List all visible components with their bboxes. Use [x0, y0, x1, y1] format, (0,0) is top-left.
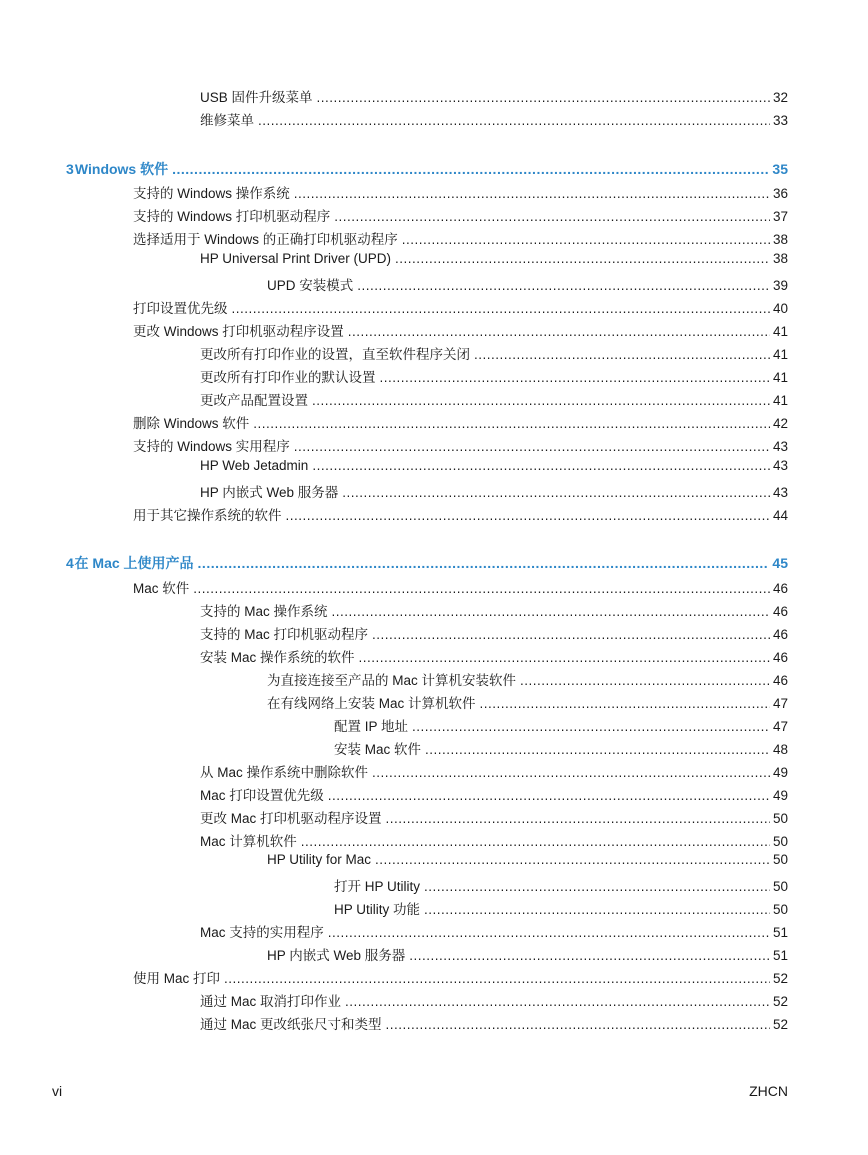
toc-entry[interactable] [133, 412, 788, 432]
toc-page-number: 32 [772, 90, 788, 105]
toc-entry-title: 打开 HP Utility [334, 879, 421, 894]
dot-leader [345, 994, 770, 1009]
dot-leader [380, 370, 770, 385]
dot-leader [409, 948, 770, 963]
dot-leader [317, 90, 770, 105]
toc-entry[interactable] [200, 784, 788, 804]
dot-leader [301, 834, 770, 849]
toc-entry-title: HP 内嵌式 Web 服务器 [267, 948, 406, 963]
toc-page-number: 43 [772, 485, 788, 500]
toc-entry[interactable] [267, 274, 788, 294]
toc-entry-title: UPD 安装模式 [267, 278, 354, 293]
toc-entry-title: 选择适用于 Windows 的正确打印机驱动程序 [133, 232, 398, 247]
toc-entry-title: HP 内嵌式 Web 服务器 [200, 485, 339, 500]
toc-page-number: 52 [772, 994, 788, 1009]
toc-entry[interactable] [133, 435, 788, 455]
toc-page-number: 44 [772, 508, 788, 523]
dot-leader [232, 301, 770, 316]
toc-page-number: 38 [772, 251, 788, 266]
toc-page-number: 46 [772, 650, 788, 665]
toc-entry-title: 支持的 Mac 打印机驱动程序 [200, 627, 369, 642]
dot-leader [474, 347, 770, 362]
toc-page-number: 46 [772, 673, 788, 688]
dot-leader [328, 925, 770, 940]
toc-page-number: 48 [772, 742, 788, 757]
dot-leader [520, 673, 770, 688]
toc-entry-title: 更改 Mac 打印机驱动程序设置 [200, 811, 382, 826]
toc-entry-title: Mac 打印设置优先级 [200, 788, 324, 803]
dot-leader [425, 742, 770, 757]
toc-page-number: 33 [772, 113, 788, 128]
dot-leader [375, 852, 770, 867]
toc-entry-title: Mac 计算机软件 [200, 834, 297, 849]
toc-entry[interactable] [334, 898, 788, 918]
dot-leader [224, 971, 770, 986]
toc-entry[interactable] [133, 967, 788, 987]
toc-entry-title: 更改产品配置设置 [200, 393, 308, 408]
dot-leader [424, 902, 770, 917]
toc-page-number: 43 [772, 458, 788, 473]
dot-leader [359, 650, 770, 665]
toc-entry[interactable] [200, 343, 788, 363]
toc-entry[interactable] [200, 921, 788, 941]
toc-page-number: 52 [772, 971, 788, 986]
toc-entry-title: 通过 Mac 取消打印作业 [200, 994, 342, 1009]
dot-leader [328, 788, 770, 803]
dot-leader [312, 393, 770, 408]
toc-entry[interactable] [200, 646, 788, 666]
toc-page-number: 41 [772, 324, 788, 339]
toc-entry[interactable] [200, 109, 788, 129]
dot-leader [386, 1017, 770, 1032]
toc-entry[interactable] [200, 600, 788, 620]
toc-page-number: 38 [772, 232, 788, 247]
dot-leader [412, 719, 770, 734]
toc-page-number: 37 [772, 209, 788, 224]
toc-entry-title: 用于其它操作系统的软件 [133, 508, 282, 523]
dot-leader [395, 251, 770, 266]
dot-leader [294, 186, 770, 201]
toc-entry-title: HP Utility for Mac [267, 852, 372, 867]
toc-entry[interactable] [267, 669, 788, 689]
toc-entry-title: 维修菜单 [200, 113, 254, 128]
toc-entry[interactable] [200, 623, 788, 643]
toc-entry-title: 打印设置优先级 [133, 301, 228, 316]
toc-page-number: 40 [772, 301, 788, 316]
toc-entry[interactable] [200, 86, 788, 106]
toc-page-number: 46 [772, 627, 788, 642]
toc-page-number: 47 [772, 719, 788, 734]
language-code: ZHCN [749, 1083, 788, 1099]
toc-entry-title: 使用 Mac 打印 [133, 971, 221, 986]
toc-page-number: 46 [772, 604, 788, 619]
dot-leader [198, 555, 770, 571]
dot-leader [334, 209, 770, 224]
dot-leader [480, 696, 770, 711]
toc-entry-title: 安装 Mac 操作系统的软件 [200, 650, 355, 665]
toc-page-number: 49 [772, 788, 788, 803]
toc-entry-title: 更改 Windows 打印机驱动程序设置 [133, 324, 344, 339]
toc-page-number: 43 [772, 439, 788, 454]
toc-chapter-entry[interactable] [66, 553, 788, 573]
toc-entry[interactable] [267, 852, 788, 872]
toc-chapter-entry[interactable] [66, 159, 788, 179]
toc-page-number: 35 [772, 161, 788, 177]
dot-leader [172, 161, 769, 177]
dot-leader [372, 765, 770, 780]
dot-leader [424, 879, 770, 894]
dot-leader [294, 439, 770, 454]
dot-leader [348, 324, 770, 339]
toc-entry-title: 为直接连接至产品的 Mac 计算机安装软件 [267, 673, 517, 688]
toc-page-number: 41 [772, 347, 788, 362]
chapter-number: 4 [66, 555, 74, 571]
toc-entry-title: 安装 Mac 软件 [334, 742, 422, 757]
toc-entry-title: 支持的 Windows 实用程序 [133, 439, 290, 454]
toc-entry[interactable] [133, 297, 788, 317]
toc-entry[interactable] [200, 389, 788, 409]
toc-entry[interactable] [133, 205, 788, 225]
toc-entry[interactable] [200, 830, 788, 850]
toc-page-number: 50 [772, 834, 788, 849]
toc-entry-title: 更改所有打印作业的默认设置 [200, 370, 376, 385]
toc-entry-title: 支持的 Mac 操作系统 [200, 604, 328, 619]
toc-entry[interactable] [200, 1013, 788, 1033]
toc-entry[interactable] [133, 577, 788, 597]
toc-entry-title: 在有线网络上安装 Mac 计算机软件 [267, 696, 476, 711]
toc-page-number: 41 [772, 370, 788, 385]
dot-leader [342, 485, 770, 500]
toc-entry-title: 删除 Windows 软件 [133, 416, 250, 431]
toc-entry-title: Windows 软件 [74, 161, 169, 177]
toc-page-number: 46 [772, 581, 788, 596]
dot-leader [357, 278, 770, 293]
toc-entry[interactable] [133, 182, 788, 202]
dot-leader [332, 604, 770, 619]
dot-leader [258, 113, 770, 128]
toc-entry-title: 支持的 Windows 打印机驱动程序 [133, 209, 331, 224]
toc-entry[interactable] [200, 251, 788, 271]
toc-page-number: 41 [772, 393, 788, 408]
toc-entry[interactable] [200, 761, 788, 781]
toc-page-number: 51 [772, 925, 788, 940]
toc-entry[interactable] [133, 228, 788, 248]
toc-page-number: 50 [772, 879, 788, 894]
page-number: vi [52, 1083, 63, 1099]
toc-entry[interactable] [200, 458, 788, 478]
toc-page-number: 50 [772, 902, 788, 917]
toc-page-number: 51 [772, 948, 788, 963]
toc-page-number: 52 [772, 1017, 788, 1032]
toc-page-number: 50 [772, 852, 788, 867]
toc-entry[interactable] [267, 692, 788, 712]
toc-entry-title: HP Web Jetadmin [200, 458, 309, 473]
toc-entry-title: 从 Mac 操作系统中删除软件 [200, 765, 369, 780]
toc-entry[interactable] [334, 715, 788, 735]
dot-leader [312, 458, 770, 473]
dot-leader [286, 508, 770, 523]
toc-entry-title: Mac 软件 [133, 581, 190, 596]
toc-entry[interactable] [133, 504, 788, 524]
toc-page-number: 45 [772, 555, 788, 571]
dot-leader [253, 416, 770, 431]
toc-page-number: 49 [772, 765, 788, 780]
toc-entry[interactable] [200, 481, 788, 501]
dot-leader [372, 627, 770, 642]
toc-entry-title: HP Universal Print Driver (UPD) [200, 251, 392, 266]
toc-page-number: 47 [772, 696, 788, 711]
toc-page-number: 36 [772, 186, 788, 201]
toc-entry[interactable] [200, 366, 788, 386]
toc-entry[interactable] [334, 738, 788, 758]
toc-entry-title: 通过 Mac 更改纸张尺寸和类型 [200, 1017, 382, 1032]
toc-entry[interactable] [133, 320, 788, 340]
chapter-number: 3 [66, 161, 74, 177]
toc-entry-title: Mac 支持的实用程序 [200, 925, 324, 940]
dot-leader [193, 581, 770, 596]
dot-leader [402, 232, 770, 247]
toc-entry[interactable] [200, 990, 788, 1010]
toc-entry-title: 配置 IP 地址 [334, 719, 409, 734]
toc-entry[interactable] [200, 807, 788, 827]
dot-leader [386, 811, 770, 826]
toc-entry[interactable] [334, 875, 788, 895]
toc-entry[interactable] [267, 944, 788, 964]
toc-page-number: 39 [772, 278, 788, 293]
toc-page-number: 42 [772, 416, 788, 431]
toc-entry-title: 更改所有打印作业的设置，直至软件程序关闭 [200, 347, 470, 362]
toc-entry-title: 支持的 Windows 操作系统 [133, 186, 290, 201]
toc-entry-title: HP Utility 功能 [334, 902, 421, 917]
toc-entry-title: 在 Mac 上使用产品 [74, 555, 194, 571]
toc-entry-title: USB 固件升级菜单 [200, 90, 313, 105]
toc-page-number: 50 [772, 811, 788, 826]
